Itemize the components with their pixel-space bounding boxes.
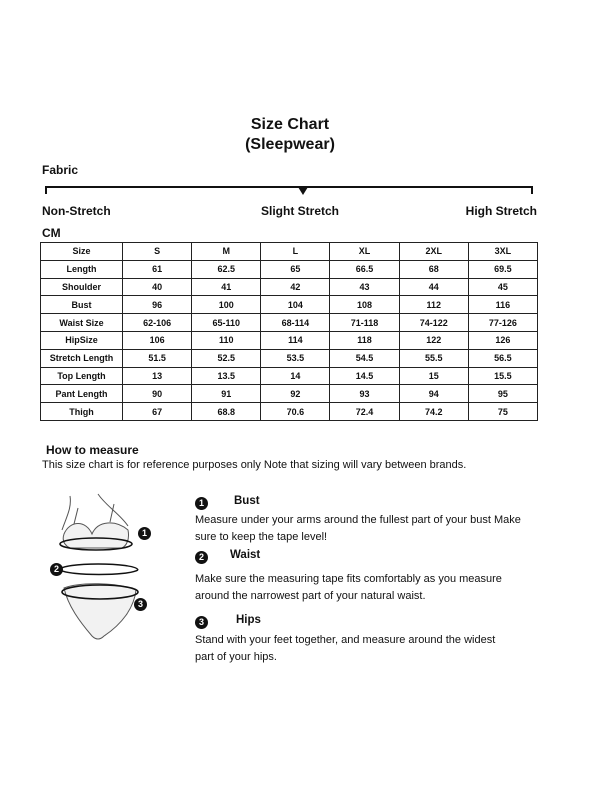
row-label: Stretch Length (41, 349, 123, 367)
table-cell: 13 (123, 367, 192, 385)
step-text-waist-line1: Make sure the measuring tape fits comfortably as you measure (195, 573, 502, 585)
step-text-waist-line2: around the narrowest part of your natural waist. (195, 590, 426, 602)
step-title-bust: Bust (234, 495, 260, 507)
table-cell: 93 (330, 385, 399, 403)
step-badge-3: 3 (195, 616, 208, 629)
reference-note: This size chart is for reference purposes only Note that sizing will vary between brands. (42, 459, 467, 471)
table-cell: 14 (261, 367, 330, 385)
row-label: HipSize (41, 331, 123, 349)
table-cell: 68-114 (261, 314, 330, 332)
figure-badge-3: 3 (134, 598, 147, 611)
table-cell: 77-126 (468, 314, 537, 332)
table-cell: 75 (468, 403, 537, 421)
bra-outline (63, 523, 128, 548)
table-cell: 116 (468, 296, 537, 314)
step-title-waist: Waist (230, 549, 261, 561)
table-cell: 122 (399, 331, 468, 349)
table-row (41, 367, 538, 385)
table-cell: 100 (192, 296, 261, 314)
torso-left-outline (62, 496, 70, 530)
row-label: Shoulder (41, 278, 123, 296)
header-cell: XL (330, 243, 399, 261)
row-label: Pant Length (41, 385, 123, 403)
row-label: Thigh (41, 403, 123, 421)
table-cell: 13.5 (192, 367, 261, 385)
table-cell: 92 (261, 385, 330, 403)
header-cell: S (123, 243, 192, 261)
table-cell: 53.5 (261, 349, 330, 367)
table-cell: 112 (399, 296, 468, 314)
table-row (41, 260, 538, 278)
table-cell: 74.2 (399, 403, 468, 421)
table-row (41, 385, 538, 403)
table-cell: 108 (330, 296, 399, 314)
table-cell: 42 (261, 278, 330, 296)
header-cell: L (261, 243, 330, 261)
scale-label-slight-stretch: Slight Stretch (261, 204, 340, 218)
bra-strap-left (74, 508, 78, 524)
triangle-down-icon (298, 187, 308, 195)
table-cell: 114 (261, 331, 330, 349)
table-cell: 15 (399, 367, 468, 385)
figure-badge-1: 1 (138, 527, 151, 540)
row-label: Waist Size (41, 314, 123, 332)
page-subtitle: (Sleepwear) (245, 136, 335, 153)
table-cell: 56.5 (468, 349, 537, 367)
table-cell: 61 (123, 260, 192, 278)
table-cell: 69.5 (468, 260, 537, 278)
table-cell: 66.5 (330, 260, 399, 278)
how-to-measure-title: How to measure (46, 443, 139, 457)
table-row (41, 331, 538, 349)
header-cell: 2XL (399, 243, 468, 261)
header-cell: M (192, 243, 261, 261)
table-row (41, 403, 538, 421)
size-table (40, 242, 538, 421)
step-text-hips-line2: part of your hips. (195, 651, 277, 663)
table-cell: 118 (330, 331, 399, 349)
table-cell: 55.5 (399, 349, 468, 367)
table-cell: 126 (468, 331, 537, 349)
step-title-hips: Hips (236, 614, 261, 626)
table-cell: 68.8 (192, 403, 261, 421)
scale-label-high-stretch: High Stretch (465, 204, 537, 218)
table-cell: 43 (330, 278, 399, 296)
header-cell: Size (41, 243, 123, 261)
table-row (41, 314, 538, 332)
table-cell: 40 (123, 278, 192, 296)
step-badge-1: 1 (195, 497, 208, 510)
row-label: Bust (41, 296, 123, 314)
table-cell: 62-106 (123, 314, 192, 332)
table-cell: 96 (123, 296, 192, 314)
table-cell: 67 (123, 403, 192, 421)
table-cell: 14.5 (330, 367, 399, 385)
figure-badge-2: 2 (50, 563, 63, 576)
row-label: Length (41, 260, 123, 278)
table-cell: 110 (192, 331, 261, 349)
table-cell: 104 (261, 296, 330, 314)
table-row (41, 349, 538, 367)
waist-tape (60, 564, 138, 570)
table-cell: 94 (399, 385, 468, 403)
table-cell: 71-118 (330, 314, 399, 332)
table-row (41, 278, 538, 296)
step-text-bust-line2: sure to keep the tape level! (195, 531, 328, 543)
unit-label: CM (42, 226, 61, 240)
table-cell: 62.5 (192, 260, 261, 278)
table-cell: 90 (123, 385, 192, 403)
waist-band-lower (60, 570, 138, 575)
table-cell: 72.4 (330, 403, 399, 421)
table-cell: 15.5 (468, 367, 537, 385)
table-cell: 45 (468, 278, 537, 296)
stretch-scale (40, 182, 540, 202)
table-cell: 70.6 (261, 403, 330, 421)
page-title: Size Chart (250, 116, 330, 133)
table-cell: 91 (192, 385, 261, 403)
panty-outline (64, 584, 136, 639)
bra-strap-right (110, 504, 114, 522)
table-cell: 54.5 (330, 349, 399, 367)
table-cell: 95 (468, 385, 537, 403)
table-cell: 74-122 (399, 314, 468, 332)
table-header-row (41, 243, 538, 261)
step-text-bust-line1: Measure under your arms around the fullest part of your bust Make (195, 514, 521, 526)
table-cell: 65 (261, 260, 330, 278)
step-badge-2: 2 (195, 551, 208, 564)
table-cell: 51.5 (123, 349, 192, 367)
scale-label-non-stretch: Non-Stretch (42, 204, 111, 218)
table-cell: 65-110 (192, 314, 261, 332)
table-cell: 52.5 (192, 349, 261, 367)
table-cell: 106 (123, 331, 192, 349)
table-row (41, 296, 538, 314)
header-cell: 3XL (468, 243, 537, 261)
step-text-hips-line1: Stand with your feet together, and measure around the widest (195, 634, 496, 646)
table-cell: 68 (399, 260, 468, 278)
fabric-label: Fabric (42, 163, 79, 177)
table-cell: 44 (399, 278, 468, 296)
table-cell: 41 (192, 278, 261, 296)
row-label: Top Length (41, 367, 123, 385)
